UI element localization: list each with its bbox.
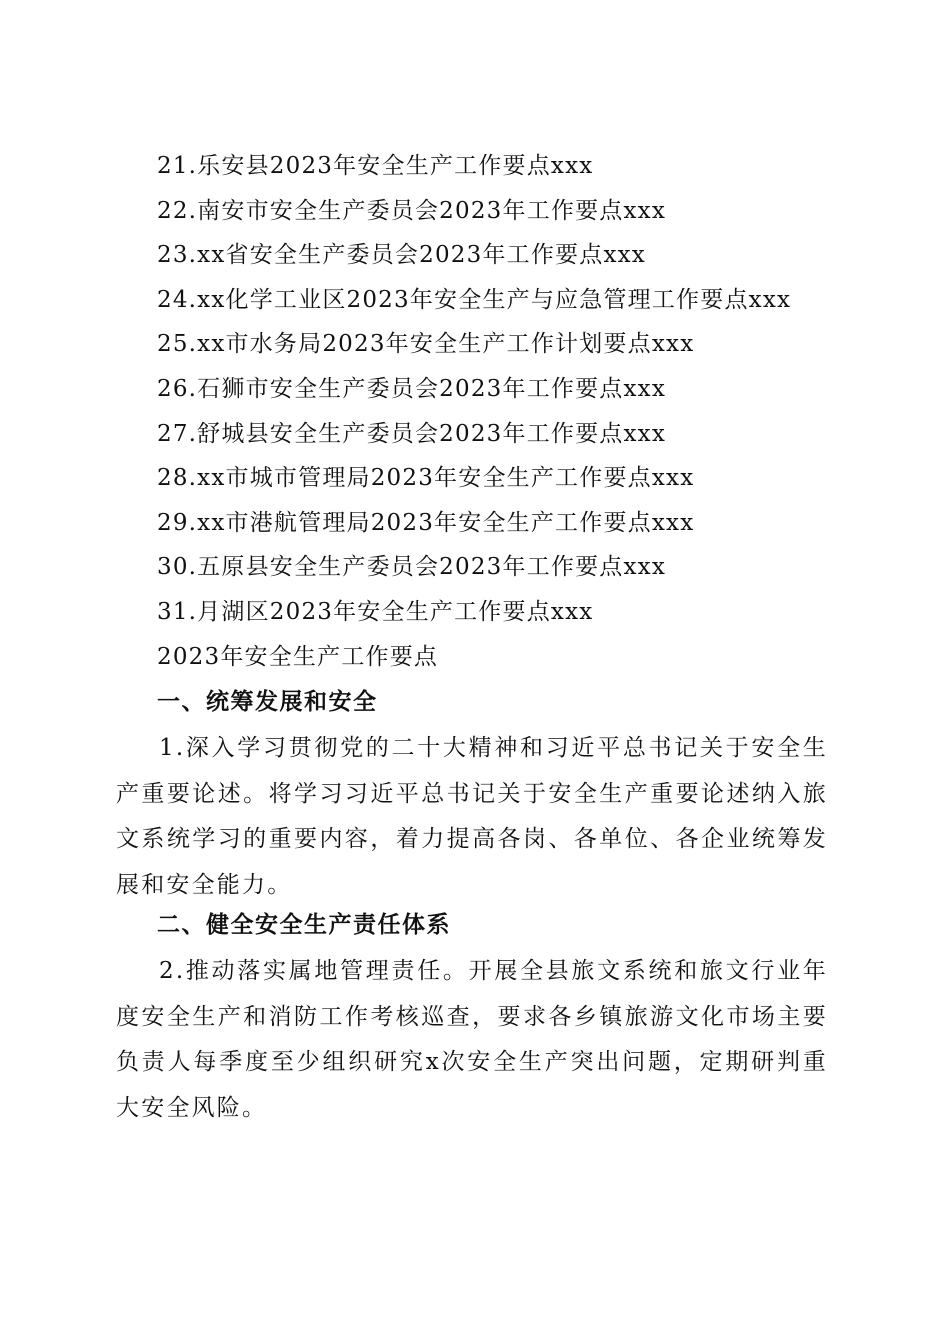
toc-item: 29.xx市港航管理局2023年安全生产工作要点xxx — [157, 509, 695, 536]
document-title: 2023年安全生产工作要点 — [157, 644, 439, 670]
toc-item: 31.月湖区2023年安全生产工作要点xxx — [157, 598, 594, 625]
section-heading-2: 二、健全安全生产责任体系 — [157, 912, 451, 938]
toc-item: 21.乐安县2023年安全生产工作要点xxx — [157, 153, 594, 179]
toc-item: 27.舒城县安全生产委员会2023年工作要点xxx — [157, 420, 667, 447]
toc-item: 24.xx化学工业区2023年安全生产与应急管理工作要点xxx — [157, 286, 792, 313]
toc-item: 25.xx市水务局2023年安全生产工作计划要点xxx — [157, 331, 695, 358]
toc-item: 26.石狮市安全生产委员会2023年工作要点xxx — [157, 375, 667, 402]
section-heading-1: 一、统筹发展和安全 — [157, 689, 378, 715]
section-paragraph-1: 1.深入学习贯彻党的二十大精神和习近平总书记关于安全生产重要论述。将学习习近平总书记关于安全生产重要论述纳入旅文系统学习的重要内容，着力提高各岗、各单位、各企业统筹发展和安全能力。 — [116, 735, 828, 898]
section-paragraph-2: 2.推动落实属地管理责任。开展全县旅文系统和旅文行业年度安全生产和消防工作考核巡查，要求各乡镇旅游文化市场主要负责人每季度至少组织研究x次安全生产突出问题，定期研判重大安全风险。 — [116, 958, 828, 1121]
toc-item: 22.南安市安全生产委员会2023年工作要点xxx — [157, 197, 667, 224]
toc-item: 28.xx市城市管理局2023年安全生产工作要点xxx — [157, 465, 695, 492]
toc-item: 23.xx省安全生产委员会2023年工作要点xxx — [157, 242, 646, 269]
table-of-contents — [157, 144, 857, 635]
toc-item: 30.五原县安全生产委员会2023年工作要点xxx — [157, 554, 667, 581]
